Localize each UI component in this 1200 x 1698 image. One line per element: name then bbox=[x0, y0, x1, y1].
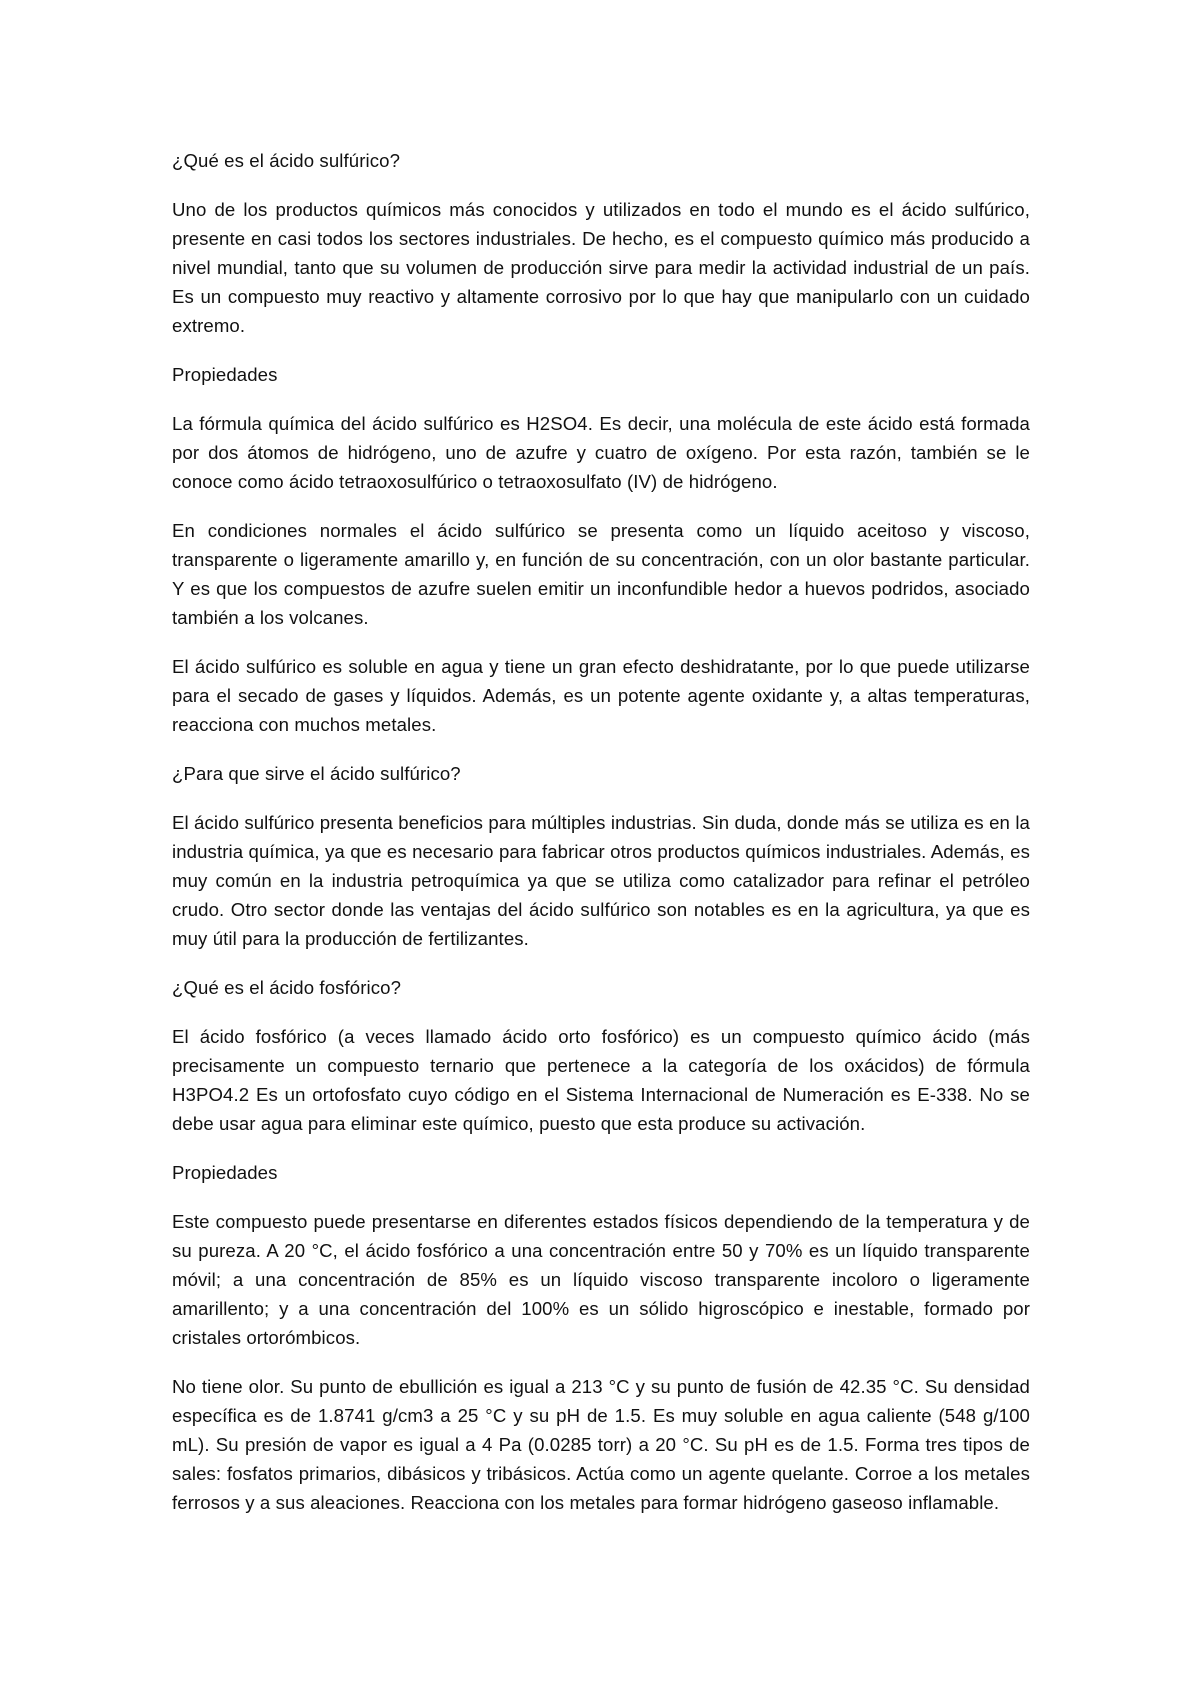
paragraph-usos-sulfurico: El ácido sulfúrico presenta beneficios para múltiples industrias. Sin duda, donde más se utiliza es en la industria química, ya que es necesario para fabricar otros productos químicos industriales. Además, es muy común en la industria petroquímica ya que se utiliza como catalizador para refinar el petróleo crudo. Otro sector donde las ventajas del ácido sulfúrico son notables es en la agricultura, ya que es muy útil para la producción de fertilizantes. bbox=[172, 812, 1030, 949]
paragraph-condiciones-sulfurico: En condiciones normales el ácido sulfúrico se presenta como un líquido aceitoso y viscoso, transparente o ligeramente amarillo y, en función de su concentración, con un olor bastante particular. Y es que los compuestos de azufre suelen emitir un inconfundible hedor a huevos podridos, asociado también a los volcanes. bbox=[172, 520, 1030, 628]
paragraph-intro-sulfurico: Uno de los productos químicos más conocidos y utilizados en todo el mundo es el ácido sulfúrico, presente en casi todos los sectores industriales. De hecho, es el compuesto químico más producido a nivel mundial, tanto que su volumen de producción sirve para medir la actividad industrial de un país. Es un compuesto muy reactivo y altamente corrosivo por lo que hay que manipularlo con un cuidado extremo. bbox=[172, 199, 1030, 336]
paragraph-estados-fosforico: Este compuesto puede presentarse en diferentes estados físicos dependiendo de la temperatura y de su pureza. A 20 °C, el ácido fosfórico a una concentración entre 50 y 70% es un líquido transparente móvil; a una concentración de 85% es un líquido viscoso transparente incoloro o ligeramente amarillento; y a una concentración del 100% es un sólido higroscópico e inestable, formado por cristales ortorómbicos. bbox=[172, 1211, 1030, 1348]
heading-para-que-sirve: ¿Para que sirve el ácido sulfúrico? bbox=[172, 763, 461, 784]
paragraph-solubilidad-sulfurico: El ácido sulfúrico es soluble en agua y tiene un gran efecto deshidratante, por lo que puede utilizarse para el secado de gases y líquidos. Además, es un potente agente oxidante y, a altas temperaturas, reacciona con muchos metales. bbox=[172, 656, 1030, 735]
heading-que-es-acido-fosforico: ¿Qué es el ácido fosfórico? bbox=[172, 977, 402, 998]
heading-propiedades-sulfurico: Propiedades bbox=[172, 364, 278, 385]
paragraph-intro-fosforico: El ácido fosfórico (a veces llamado ácido orto fosfórico) es un compuesto químico ácido (más precisamente un compuesto ternario que pertenece a la categoría de los oxácidos) de fórmula H3PO4.2 Es un ortofosfato cuyo código en el Sistema Internacional de Numeración es E-338. No se debe usar agua para eliminar este químico, puesto que esta produce su activación. bbox=[172, 1026, 1030, 1134]
heading-que-es-acido-sulfurico: ¿Qué es el ácido sulfúrico? bbox=[172, 150, 401, 171]
paragraph-caracteristicas-fosforico: No tiene olor. Su punto de ebullición es igual a 213 °C y su punto de fusión de 42.35 °C. Su densidad específica es de 1.8741 g/cm3 a 25 °C y su pH de 1.5. Es muy soluble en agua caliente (548 g/100 mL). Su presión de vapor es igual a 4 Pa (0.0285 torr) a 20 °C. Su pH es de 1.5. Forma tres tipos de sales: fosfatos primarios, dibásicos y tribásicos. Actúa como un agente quelante. Corroe a los metales ferrosos y a sus aleaciones. Reacciona con los metales para formar hidrógeno gaseoso inflamable. bbox=[172, 1376, 1030, 1513]
paragraph-formula-sulfurico: La fórmula química del ácido sulfúrico es H2SO4. Es decir, una molécula de este ácido está formada por dos átomos de hidrógeno, uno de azufre y cuatro de oxígeno. Por esta razón, también se le conoce como ácido tetraoxosulfúrico o tetraoxosulfato (IV) de hidrógeno. bbox=[172, 413, 1030, 492]
heading-propiedades-fosforico: Propiedades bbox=[172, 1162, 278, 1183]
